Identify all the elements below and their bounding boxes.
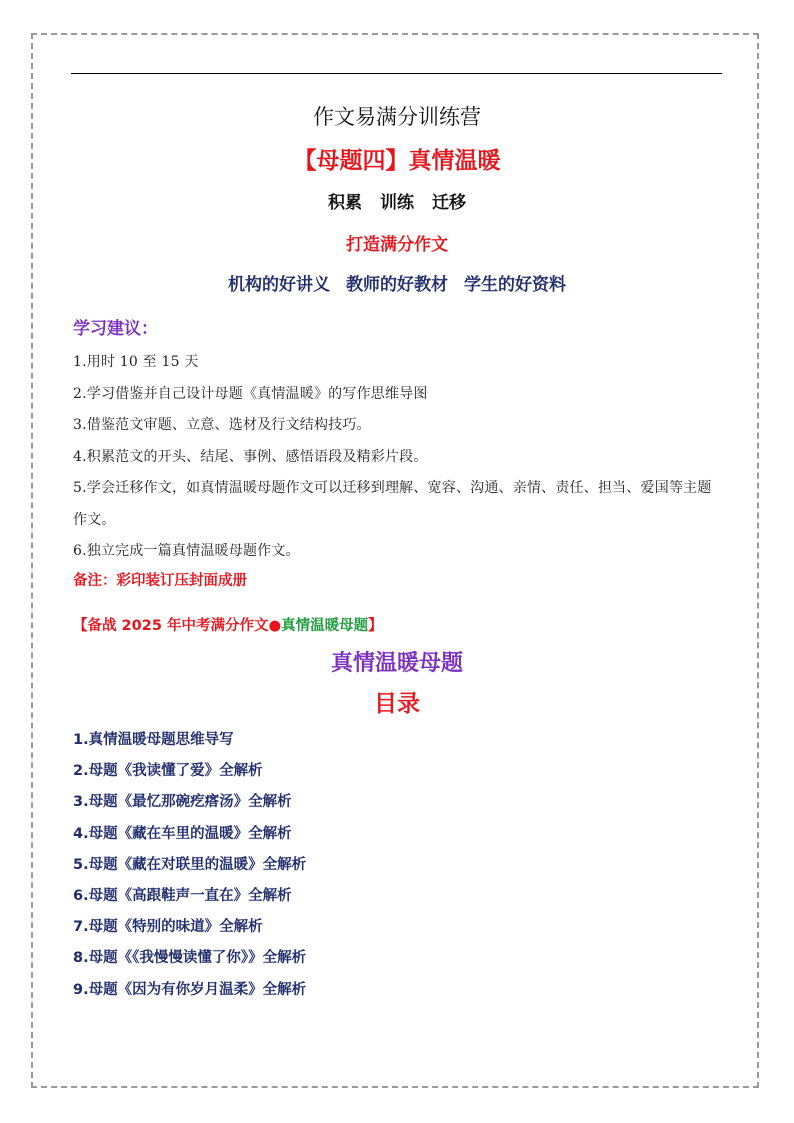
toc-item[interactable]: 7.母题《特别的味道》全解析 — [73, 919, 263, 936]
toc-item[interactable]: 4.母题《藏在车里的温暖》全解析 — [73, 825, 292, 842]
audience-item: 学生的好资料 — [464, 275, 566, 295]
study-advice-heading: 学习建议： — [73, 319, 158, 339]
advice-item: 6.独立完成一篇真情温暖母题作文。 — [73, 543, 300, 559]
exam-banner — [73, 614, 383, 635]
header-rule — [71, 73, 722, 74]
keyword: 积累 — [328, 193, 362, 213]
toc-item[interactable]: 5.母题《藏在对联里的温暖》全解析 — [73, 856, 307, 873]
audience-item: 教师的好教材 — [346, 275, 448, 295]
remark-note: 备注：彩印装订压封面成册 — [73, 573, 247, 589]
slogan: 打造满分作文 — [346, 235, 448, 255]
audience-item: 机构的好讲义 — [228, 275, 330, 295]
banner-green-text: 真情温暖母题 — [281, 618, 369, 634]
keywords-line — [0, 188, 794, 213]
toc-item[interactable]: 8.母题《《我慢慢读懂了你》》全解析 — [73, 950, 307, 967]
banner-red-text: 【备战 2025 年中考满分作文● — [73, 618, 282, 634]
toc-item[interactable]: 6.母题《高跟鞋声一直在》全解析 — [73, 888, 292, 905]
toc-list — [73, 725, 306, 1006]
study-advice-list — [73, 347, 723, 568]
advice-item: 4.积累范文的开头、结尾、事例、感悟语段及精彩片段。 — [73, 448, 428, 465]
advice-item: 1.用时 10 至 15 天 — [73, 354, 199, 370]
page-subtitle: 【母题四】真情温暖 — [293, 148, 501, 174]
keyword: 训练 — [380, 193, 414, 213]
keyword: 迁移 — [432, 193, 466, 213]
advice-item: 2.学习借鉴并自己设计母题《真情温暖》的写作思维导图 — [73, 385, 428, 402]
toc-topic: 真情温暖母题 — [330, 651, 463, 676]
toc-item[interactable]: 1.真情温暖母题思维导写 — [73, 732, 234, 748]
toc-item[interactable]: 2.母题《我读懂了爱》全解析 — [73, 763, 263, 780]
audience-line — [0, 270, 794, 295]
toc-heading: 目录 — [374, 691, 420, 717]
page-title: 作文易满分训练营 — [313, 105, 481, 129]
advice-item: 3.借鉴范文审题、立意、选材及行文结构技巧。 — [73, 417, 371, 433]
toc-item[interactable]: 9.母题《因为有你岁月温柔》全解析 — [73, 981, 307, 998]
advice-item: 5.学会迁移作文，如真情温暖母题作文可以迁移到理解、宽容、沟通、亲情、责任、担当、爱国等主题作文。 — [73, 480, 712, 528]
toc-item[interactable]: 3.母题《最忆那碗疙瘩汤》全解析 — [73, 794, 292, 811]
banner-close-bracket: 】 — [368, 618, 383, 634]
